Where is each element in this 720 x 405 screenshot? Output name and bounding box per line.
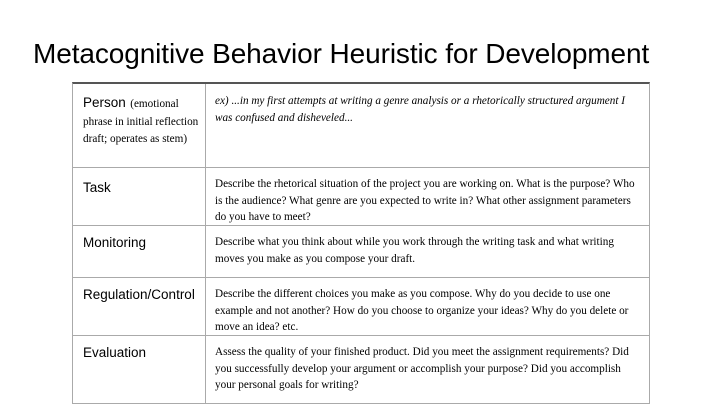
table-row-evaluation [73,336,649,404]
row-description: Describe the different choices you make as you compose. Why do you decide to use one example and not another? How do you choose to organize your ideas? Why do you delete or move an idea? etc. [215,288,629,333]
row-label: Monitoring [83,235,147,250]
row-description: Describe what you think about while you work through the writing task and what writing moves you make as you compose your draft. [215,236,614,265]
row-label: Task [83,180,111,195]
row-label-cell [73,336,206,403]
row-description: ex) ...in my first attempts at writing a genre analysis or a rhetorically structured argument I was confused and disheveled... [215,95,625,124]
row-label-cell [73,226,206,277]
table-row-regulation-control [73,278,649,336]
slide-title: Metacognitive Behavior Heuristic for Development [33,38,650,69]
row-label-cell [73,278,206,335]
row-description: Describe the rhetorical situation of the project you are working on. What is the purpose? Who is the audience? What genre are you expected to write in? What other assignment parameters do you have to meet? [215,178,635,223]
row-label-note: (emotional phrase in initial reflection draft; operates as stem) [83,98,199,145]
row-label-cell [73,168,206,225]
table-row-monitoring [73,226,649,278]
table-row-person [73,84,649,168]
row-label: Person [83,95,126,110]
row-label: Evaluation [83,345,147,360]
row-label: Regulation/Control [83,287,195,302]
row-label-cell [73,84,206,167]
table-row-task [73,168,649,226]
row-description: Assess the quality of your finished product. Did you meet the assignment requirements? Did you successfully develop your argument or accomplish your purpose? Did you accomplish your personal goals for writing? [215,346,629,391]
heuristic-table [72,82,650,404]
